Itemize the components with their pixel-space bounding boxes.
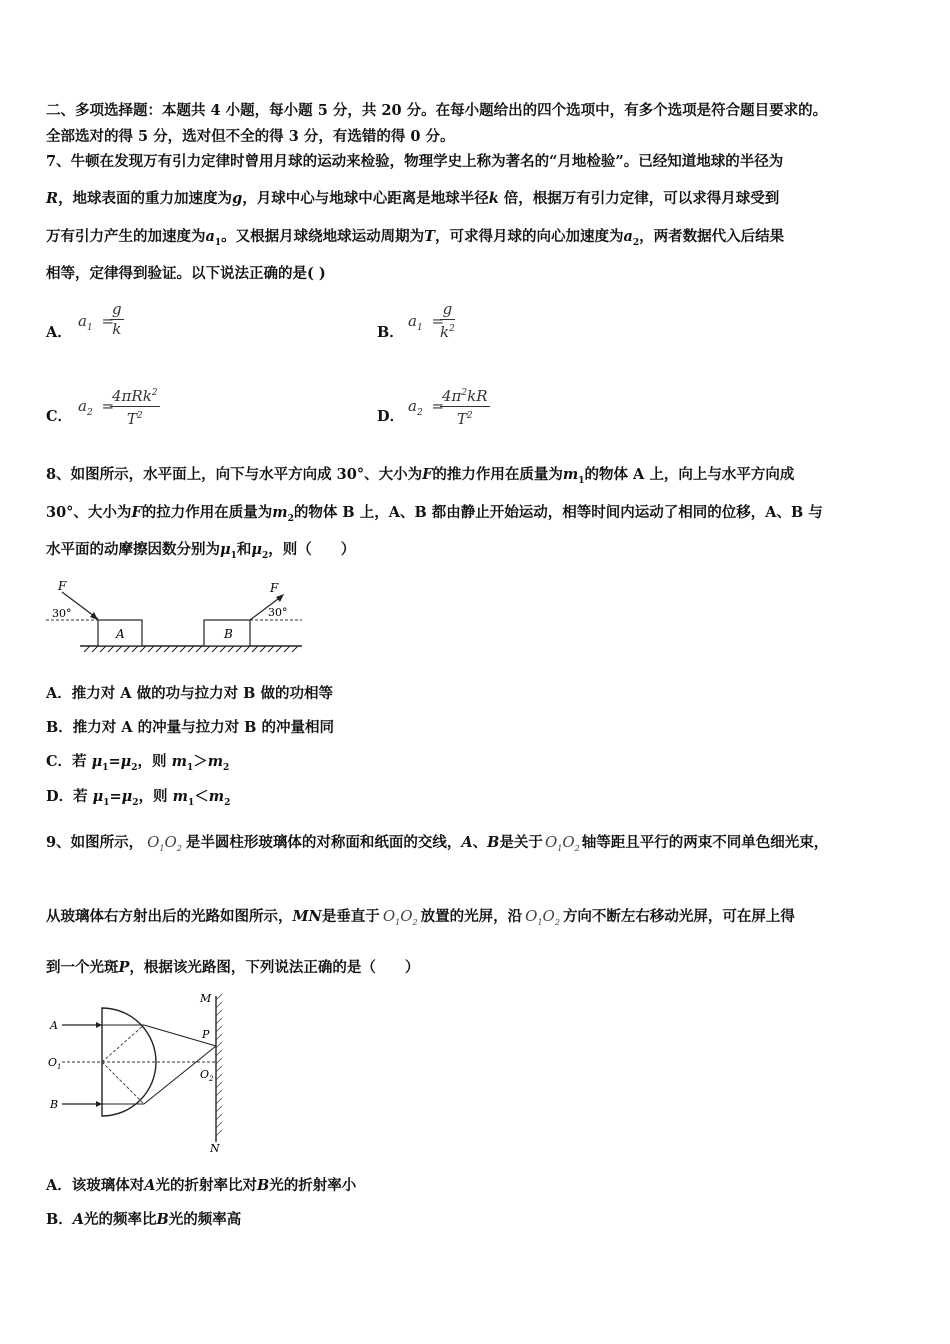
q7-stem-line2: R，地球表面的重力加速度为g，月球中心与地球中心距离是地球半径k 倍，根据万有引力定律，可以求得月球受到 (46, 190, 780, 207)
section-heading-line2: 全部选对的得 5 分，选对但不全的得 3 分，有选错的得 0 分。 (46, 128, 455, 145)
label-p: P (202, 1028, 210, 1041)
normal-a (102, 1025, 144, 1062)
q7-stem-line4: 相等，定律得到验证。以下说法正确的是( ) (46, 265, 326, 282)
push-angle-label: 30° (52, 607, 72, 620)
beam-a-arrowhead (96, 1022, 102, 1028)
q8-option-d[interactable]: D．若 $\mu_1=\mu_2$，则 $m_1<m_2$ (46, 788, 231, 808)
o1o2-symbol: $O_1O_2$ (525, 907, 560, 927)
q7-option-a-fraction: $\frac{g}{k}$ (112, 300, 122, 338)
q7-option-c-formula: $a_2$ = (78, 397, 115, 418)
q8-option-a[interactable]: A．推力对 A 做的功与拉力对 B 做的功相等 (46, 685, 333, 702)
pull-angle-label: 30° (268, 606, 288, 619)
q9-stem-line2: 从玻璃体右方射出后的光路如图所示，MN是垂直于 $O_1O_2$ 放置的光屏，沿 $O_1O_2$ 方向不断左右移动光屏，可在屏上得 (46, 906, 795, 933)
q7-option-d-formula: $a_2$ = (408, 397, 445, 418)
o1o2-symbol: $O_1O_2$ (382, 907, 418, 927)
normal-b (102, 1062, 144, 1104)
q7-option-a-formula: $a_1$ = (78, 312, 115, 333)
o1o2-symbol: $O_1O_2$ (544, 833, 580, 853)
q7-option-b-fraction: $\frac{g}{k^2}$ (440, 300, 455, 341)
q7-option-c-label[interactable]: C． (46, 408, 73, 425)
q7-option-a-label[interactable]: A． (46, 324, 72, 341)
q8-stem-line2: 30°、大小为F的拉力作用在质量为$m_2$的物体 B 上，A、B 都由静止开始运动，相等时间内运动了相同的位移，A、B 与 (46, 504, 823, 524)
section-heading-line1: 二、多项选择题：本题共 4 小题，每小题 5 分，共 20 分。在每小题给出的四个选项中，有多个选项是符合题目要求的。 (46, 102, 828, 119)
label-a: A (50, 1019, 58, 1032)
pull-arrowhead (276, 594, 284, 602)
q8-stem-line3: 水平面的动摩擦因数分别为$\mu_1$和$\mu_2$，则（ ） (46, 541, 356, 561)
q9-optics-diagram (44, 990, 234, 1158)
q9-stem-line3: 到一个光斑P，根据该光路图，下列说法正确的是（ ） (46, 959, 420, 976)
beam-b-arrowhead (96, 1101, 102, 1107)
label-b: B (50, 1098, 59, 1111)
q7-option-c-fraction: 4πRk$^2$ $T^2$ (110, 384, 160, 429)
q9-option-b[interactable]: B．A光的频率比B光的频率高 (46, 1211, 242, 1228)
q7-option-b-label[interactable]: B． (377, 324, 404, 341)
label-o2: $O_2$ (200, 1068, 214, 1083)
push-force-label: F (58, 579, 67, 593)
o1o2-symbol: $O_1O_2$ (147, 833, 182, 853)
q9-option-a[interactable]: A．该玻璃体对A光的折射率比对B光的折射率小 (46, 1177, 357, 1194)
q7-stem-line3: 万有引力产生的加速度为$a_1$。又根据月球绕地球运动周期为T，可求得月球的向心加速度为$a_2$，两者数据代入后结果 (46, 228, 785, 248)
q9-stem-line1: 9、如图所示， $O_1O_2$ 是半圆柱形玻璃体的对称面和纸面的交线，A、B是关于 $O_1O_2$ 轴等距且平行的两束不同单色细光束， (46, 832, 828, 859)
q7-option-d-label[interactable]: D． (377, 408, 405, 425)
q8-option-b[interactable]: B．推力对 A 的冲量与拉力对 B 的冲量相同 (46, 719, 334, 736)
screen-hatching (216, 994, 222, 1136)
q8-stem-line1: 8、如图所示，水平面上，向下与水平方向成 30°、大小为F的推力作用在质量为$m_1$的物体 A 上，向上与水平方向成 (46, 466, 795, 486)
label-o1: $O_1$ (48, 1056, 62, 1071)
q7-option-b-formula: $a_1$ = (408, 312, 445, 333)
block-b-label: B (224, 627, 233, 641)
label-m: M (200, 992, 212, 1005)
ground-hatching (84, 646, 298, 652)
block-a-label: A (116, 627, 125, 641)
q8-option-c[interactable]: C．若 $\mu_1=\mu_2$，则 $m_1>m_2$ (46, 753, 230, 773)
pull-force-label: F (270, 581, 279, 595)
q7-option-d-fraction: $\frac{4\pi^2kR}{T^2}$ (440, 384, 490, 429)
q8-force-diagram (44, 578, 306, 654)
q7-stem-line1: 7、牛顿在发现万有引力定律时曾用月球的运动来检验，物理学史上称为著名的“月地检验”。已经知道地球的半径为 (46, 153, 784, 170)
label-n: N (210, 1142, 220, 1155)
